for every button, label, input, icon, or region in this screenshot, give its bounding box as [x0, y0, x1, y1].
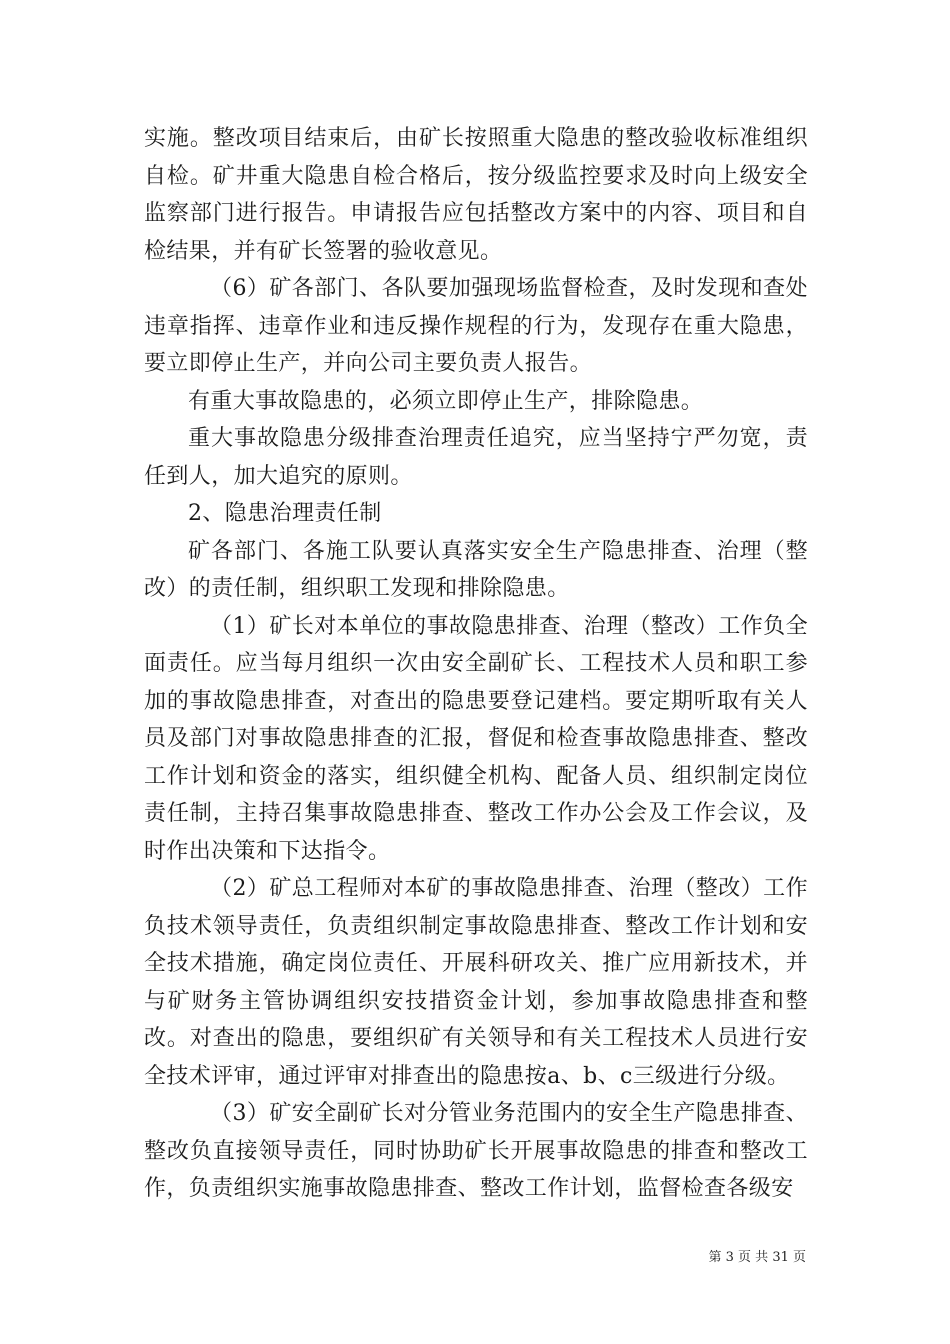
section-heading: 2、隐患治理责任制 — [188, 501, 382, 526]
paragraph-4: 重大事故隐患分级排查治理责任追究，应当坚持宁严勿宽，责任到人，加大追究的原则。 — [144, 426, 808, 489]
paragraph-6: （1）矿长对本单位的事故隐患排查、治理（整改）工作负全面责任。应当每月组织一次由安全副矿长、工程技术人员和职工参加的事故隐患排查，对查出的隐患要登记建档。要定期听取有关人员及部门对事故隐患排查的汇报，督促和检查事故隐患排查、整改工作计划和资金的落实，组织健全机构、配备人员、组织制定岗位责任制，主持召集事故隐患排查、整改工作办公会及工作会议，及时作出决策和下达指令。 — [144, 613, 808, 864]
paragraph-5: 矿各部门、各施工队要认真落实安全生产隐患排查、治理（整改）的责任制，组织职工发现和排除隐患。 — [144, 538, 808, 601]
paragraph-2: （6）矿各部门、各队要加强现场监督检查，及时发现和查处违章指挥、违章作业和违反操作规程的行为，发现存在重大隐患，要立即停止生产，并向公司主要负责人报告。 — [144, 276, 808, 376]
paragraph-3: 有重大事故隐患的，必须立即停止生产，排除隐患。 — [188, 388, 704, 414]
paragraph-7: （2）矿总工程师对本矿的事故隐患排查、治理（整改）工作负技术领导责任，负责组织制定事故隐患排查、整改工作计划和安全技术措施，确定岗位责任、开展科研攻关、推广应用新技术，并与矿财务主管协调组织安技措资金计划，参加事故隐患排查和整改。对查出的隐患，要组织矿有关领导和有关工程技术人员进行安全技术评审，通过评审对排查出的隐患按a、b、c三级进行分级。 — [144, 876, 808, 1089]
page-number: 第 3 页 共 31 页 — [708, 1250, 806, 1265]
paragraph-8: （3）矿安全副矿长对分管业务范围内的安全生产隐患排查、整改负直接领导责任，同时协助矿长开展事故隐患的排查和整改工作，负责组织实施事故隐患排查、整改工作计划，监督检查各级安 — [144, 1101, 808, 1201]
paragraph-1: 实施。整改项目结束后，由矿长按照重大隐患的整改验收标准组织自检。矿井重大隐患自检合格后，按分级监控要求及时向上级安全监察部门进行报告。申请报告应包括整改方案中的内容、项目和自检结果，并有矿长签署的验收意见。 — [144, 126, 808, 264]
document-body — [144, 120, 808, 1208]
